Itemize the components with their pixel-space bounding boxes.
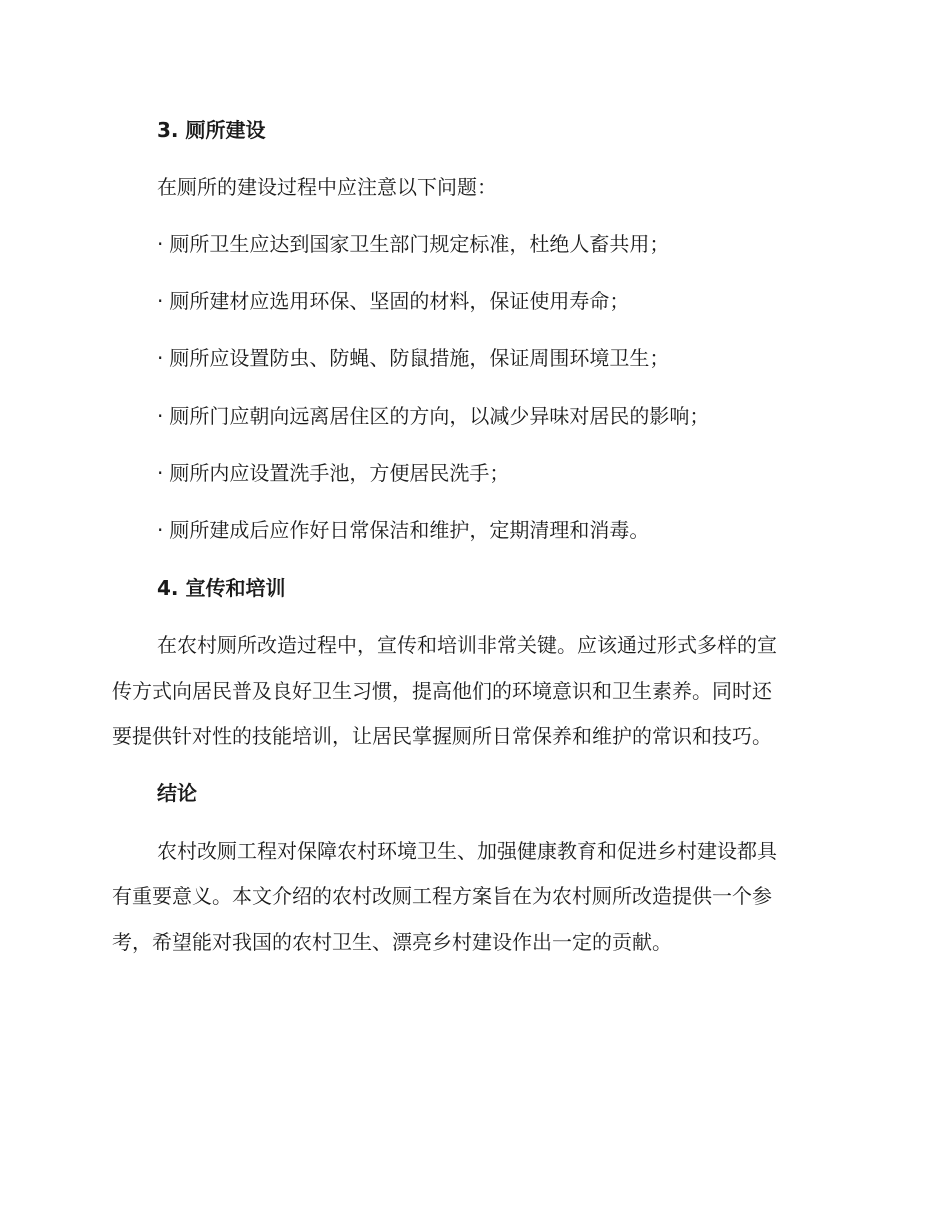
paragraph-line: 传方式向居民普及良好卫生习惯，提高他们的环境意识和卫生素养。同时还 [112,679,772,703]
section-heading-conclusion: 结论 [157,781,197,805]
section-intro: 在厕所的建设过程中应注意以下问题： [157,175,497,199]
paragraph-line: 考，希望能对我国的农村卫生、漂亮乡村建设作出一定的贡献。 [112,930,672,954]
paragraph-line: 农村改厕工程对保障农村环境卫生、加强健康教育和促进乡村建设都具 [157,839,777,863]
bullet-text: 厕所建成后应作好日常保洁和维护，定期清理和消毒。 [169,518,650,542]
bullet-item [157,459,509,487]
paragraph-line: 有重要意义。本文介绍的农村改厕工程方案旨在为农村厕所改造提供一个参 [112,884,772,908]
bullet-text: 厕所卫生应达到国家卫生部门规定标准，杜绝人畜共用； [169,232,670,256]
bullet-marker: · [157,289,164,313]
bullet-item [157,516,649,544]
bullet-marker: · [157,346,164,370]
bullet-marker: · [157,404,164,428]
bullet-text: 厕所应设置防虫、防蝇、防鼠措施，保证周围环境卫生； [169,346,670,370]
bullet-text: 厕所建材应选用环保、坚固的材料，保证使用寿命； [169,289,630,313]
bullet-item [157,230,669,258]
paragraph-line: 要提供针对性的技能培训，让居民掌握厕所日常保养和维护的常识和技巧。 [112,724,772,748]
bullet-text: 厕所内应设置洗手池，方便居民洗手； [169,461,510,485]
bullet-marker: · [157,232,164,256]
bullet-item [157,402,709,430]
bullet-marker: · [157,518,164,542]
bullet-item [157,344,669,372]
section-heading-toilet-construction: 3. 厕所建设 [157,118,266,142]
bullet-text: 厕所门应朝向远离居住区的方向，以减少异味对居民的影响； [169,404,710,428]
section-heading-promotion-training: 4. 宣传和培训 [157,576,286,600]
bullet-marker: · [157,461,164,485]
paragraph-line: 在农村厕所改造过程中，宣传和培训非常关键。应该通过形式多样的宣 [157,633,777,657]
bullet-item [157,287,629,315]
